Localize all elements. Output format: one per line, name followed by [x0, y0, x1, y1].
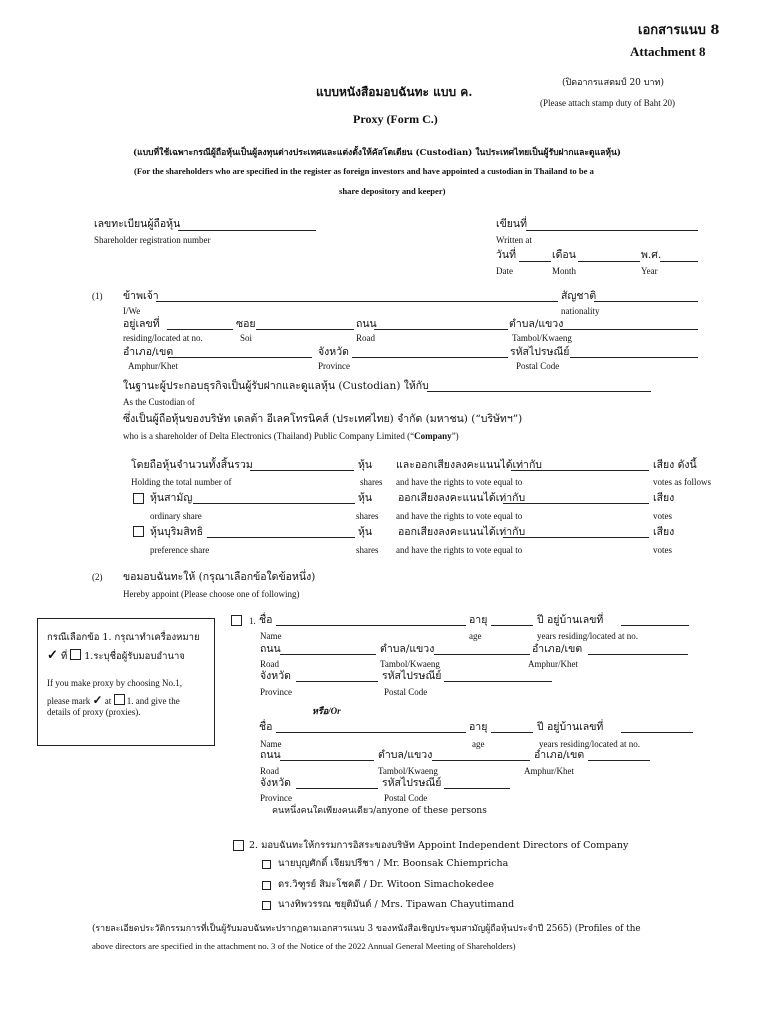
- form-title-en: Proxy (Form C.): [353, 112, 438, 126]
- preference-votes-field[interactable]: [503, 537, 649, 538]
- instruction-en-1: If you make proxy by choosing No.1,: [47, 678, 182, 688]
- option-2-checkbox[interactable]: [233, 840, 244, 851]
- director-3-name: นางทิพวรรณ ชยุติมันด์ / Mrs. Tipawan Chayutimand: [278, 899, 515, 910]
- ordinary-shares-field[interactable]: [193, 503, 355, 504]
- votes-as-follows-th: เสียง ดังนี้: [653, 459, 697, 471]
- form-note-en-2: share depository and keeper): [339, 186, 446, 196]
- proxy1-address-field[interactable]: [621, 625, 689, 626]
- year-label-en: Year: [641, 266, 658, 276]
- proxy2-amphur-label-th: อำเภอ/เขต: [534, 749, 585, 761]
- form-title-th: แบบหนังสือมอบฉันทะ แบบ ค.: [316, 85, 473, 99]
- postal-label-th: รหัสไปรษณีย์: [510, 346, 570, 358]
- proxy1-name-field[interactable]: [276, 625, 466, 626]
- holder-statement-th: ซึ่งเป็นผู้ถือหุ้นของบริษัท เดลต้า อีเลคโทรนิคส์ (ประเทศไทย) จำกัด (มหาชน) (“บริษัทฯ”): [123, 413, 523, 425]
- proxy2-province-field[interactable]: [296, 788, 378, 789]
- proxy1-road-label-en: Road: [260, 659, 279, 669]
- ordinary-votes-field[interactable]: [503, 503, 649, 504]
- total-shares-unit-en: shares: [360, 477, 383, 487]
- preference-votes-unit-th: เสียง: [653, 526, 675, 538]
- proxy1-postal-label-th: รหัสไปรษณีย์: [382, 670, 442, 682]
- proxy1-province-label-en: Province: [260, 687, 292, 697]
- proxy2-postal-field[interactable]: [444, 788, 510, 789]
- proxy1-amphur-label-en: Amphur/Khet: [528, 659, 578, 669]
- written-at-field[interactable]: [526, 230, 698, 231]
- instruction-th-1: กรณีเลือกข้อ 1. กรุณาทำเครื่องหมาย: [47, 632, 200, 643]
- section-1-number: (1): [92, 291, 103, 301]
- tambol-field[interactable]: [560, 329, 698, 330]
- registration-label-th: เลขทะเบียนผู้ถือหุ้น: [94, 218, 181, 230]
- amphur-label-th: อำเภอ/เขต: [123, 346, 174, 358]
- road-field[interactable]: [374, 329, 508, 330]
- instruction-en-3: details of proxy (proxies).: [47, 707, 141, 717]
- proxy1-postal-label-en: Postal Code: [384, 687, 428, 697]
- preference-votes-label-th: ออกเสียงลงคะแนนได้เท่ากับ: [398, 526, 526, 538]
- section-2-number: (2): [92, 572, 103, 582]
- tambol-label-en: Tambol/Kwaeng: [512, 333, 572, 343]
- footnote-line-1: (รายละเอียดประวัติกรรมการที่เป็นผู้รับมอบฉันทะปรากฏตามเอกสารแนบ 3 ของหนังสือเชิญประชุมสามัญผู้ถือหุ้นประจำปี 2565) (Profiles of the: [92, 924, 641, 934]
- instruction-th-2: ✓ ที่ 1.ระบุชื่อผู้รับมอบอำนาจ: [47, 648, 185, 663]
- nationality-label-en: nationality: [561, 306, 600, 316]
- proxy2-tambol-label-th: ตำบล/แขวง: [378, 749, 433, 761]
- or-label: หรือ/Or: [312, 706, 341, 716]
- ordinary-votes-unit-th: เสียง: [653, 492, 675, 504]
- address-label-en: residing/located at no.: [123, 333, 203, 343]
- section-2-title-en: Hereby appoint (Please choose one of following): [123, 589, 300, 599]
- ordinary-share-label-th: หุ้นสามัญ: [150, 492, 193, 504]
- attachment-label-en: Attachment 8: [630, 44, 706, 59]
- written-at-label-en: Written at: [496, 235, 532, 245]
- month-label-th: เดือน: [552, 249, 576, 261]
- option-1-checkbox[interactable]: [231, 615, 242, 626]
- total-votes-label-en: and have the rights to vote equal to: [396, 477, 523, 487]
- proxy2-road-label-th: ถนน: [260, 749, 281, 761]
- road-label-th: ถนน: [356, 318, 377, 330]
- holder-statement-en: who is a shareholder of Delta Electronics (Thailand) Public Company Limited (“Company”): [123, 431, 459, 441]
- registration-label-en: Shareholder registration number: [94, 235, 211, 245]
- preference-share-label-th: หุ้นบุริมสิทธิ: [150, 526, 204, 538]
- director-1-checkbox[interactable]: [262, 860, 271, 869]
- attachment-label-th: เอกสารแนบ 8: [638, 23, 720, 38]
- total-votes-field[interactable]: [511, 470, 649, 471]
- proxy1-age-label-th: อายุ: [469, 614, 488, 626]
- director-1-name: นายบุญศักดิ์ เจียมปรีชา / Mr. Boonsak Chiempricha: [278, 858, 509, 869]
- month-field[interactable]: [578, 261, 640, 262]
- proxy2-amphur-label-en: Amphur/Khet: [524, 766, 574, 776]
- custodian-label-th: ในฐานะผู้ประกอบธุรกิจเป็นผู้รับฝากและดูแลหุ้น (Custodian) ให้กับ: [123, 380, 429, 392]
- proxy2-province-label-th: จังหวัด: [260, 777, 291, 789]
- proxy1-road-field[interactable]: [280, 654, 376, 655]
- proxy1-tambol-label-en: Tambol/Kwaeng: [380, 659, 440, 669]
- preference-unit-th: หุ้น: [358, 526, 373, 538]
- option-1-number: 1.: [249, 616, 256, 626]
- date-field[interactable]: [519, 261, 551, 262]
- proxy1-province-field[interactable]: [296, 681, 378, 682]
- preference-share-checkbox[interactable]: [133, 526, 144, 537]
- address-label-th: อยู่เลขที่: [123, 318, 160, 330]
- proxy1-postal-field[interactable]: [444, 681, 552, 682]
- shareholder-name-field[interactable]: [156, 301, 558, 302]
- proxy1-age-label-en: age: [469, 631, 482, 641]
- director-3-checkbox[interactable]: [262, 901, 271, 910]
- iwe-label-en: I/We: [123, 306, 141, 316]
- iwe-label-th: ข้าพเจ้า: [123, 290, 159, 302]
- ordinary-votes-label-en: and have the rights to vote equal to: [396, 511, 523, 521]
- total-shares-unit-th: หุ้น: [358, 459, 373, 471]
- proxy2-postal-label-th: รหัสไปรษณีย์: [382, 777, 442, 789]
- proxy1-years-label-th: ปี อยู่บ้านเลขที่: [537, 614, 604, 626]
- proxy2-age-field[interactable]: [491, 732, 533, 733]
- proxy2-years-label-th: ปี อยู่บ้านเลขที่: [537, 721, 604, 733]
- instruction-en-2: please mark ✓ at 1. and give the: [47, 693, 180, 707]
- registration-number-field[interactable]: [178, 230, 316, 231]
- proxy2-road-label-en: Road: [260, 766, 279, 776]
- section-2-title-th: ขอมอบฉันทะให้ (กรุณาเลือกข้อใดข้อหนึ่ง): [123, 571, 316, 583]
- province-field[interactable]: [352, 357, 508, 358]
- proxy2-tambol-label-en: Tambol/Kwaeng: [378, 766, 438, 776]
- check-mark-icon: ✓: [92, 693, 103, 707]
- proxy2-age-label-en: age: [472, 739, 485, 749]
- proxy1-name-label-th: ชื่อ: [259, 614, 273, 626]
- proxy1-age-field[interactable]: [491, 625, 533, 626]
- written-at-label-th: เขียนที่: [496, 218, 528, 230]
- proxy2-name-field[interactable]: [276, 732, 466, 733]
- year-label-th: พ.ศ.: [641, 249, 662, 261]
- sample-checkbox-icon: [70, 649, 81, 660]
- proxy1-name-label-en: Name: [260, 631, 282, 641]
- proxy1-tambol-label-th: ตำบล/แขวง: [380, 643, 435, 655]
- tambol-label-th: ตำบล/แขวง: [509, 318, 564, 330]
- preference-votes-unit-en: votes: [653, 545, 672, 555]
- preference-share-label-en: preference share: [150, 545, 210, 555]
- form-note-en-1: (For the shareholders who are specified in the register as foreign investors and have appointed a custodian in Thailand to be a: [134, 166, 594, 176]
- ordinary-share-label-en: ordinary share: [150, 511, 202, 521]
- postal-field[interactable]: [570, 357, 698, 358]
- proxy2-name-label-en: Name: [260, 739, 282, 749]
- anyone-note: คนหนึ่งคนใดเพียงคนเดียว/anyone of these persons: [272, 806, 487, 816]
- amphur-label-en: Amphur/Khet: [128, 361, 178, 371]
- ordinary-votes-label-th: ออกเสียงลงคะแนนได้เท่ากับ: [398, 492, 526, 504]
- instruction-box: [37, 618, 215, 746]
- proxy2-postal-label-en: Postal Code: [384, 793, 428, 803]
- amphur-field[interactable]: [168, 357, 312, 358]
- ordinary-votes-unit-en: votes: [653, 511, 672, 521]
- soi-field[interactable]: [256, 329, 354, 330]
- total-shares-label-th: โดยถือหุ้นจำนวนทั้งสิ้นรวม: [131, 459, 253, 471]
- date-label-th: วันที่: [496, 249, 516, 261]
- province-label-en: Province: [318, 361, 350, 371]
- total-shares-field[interactable]: [250, 470, 354, 471]
- stamp-note-th: (ปิดอากรแสตมป์ 20 บาท): [562, 78, 664, 88]
- soi-label-th: ซอย: [236, 318, 256, 330]
- date-label-en: Date: [496, 266, 513, 276]
- province-label-th: จังหวัด: [318, 346, 349, 358]
- custodian-label-en: As the Custodian of: [123, 397, 195, 407]
- proxy1-amphur-field[interactable]: [588, 654, 688, 655]
- nationality-label-th: สัญชาติ: [561, 290, 597, 302]
- preference-shares-field[interactable]: [207, 537, 355, 538]
- total-shares-label-en: Holding the total number of: [131, 477, 232, 487]
- stamp-note-en: (Please attach stamp duty of Baht 20): [540, 98, 675, 108]
- proxy2-years-label-en: years residing/located at no.: [539, 739, 640, 749]
- preference-votes-label-en: and have the rights to vote equal to: [396, 545, 523, 555]
- proxy2-province-label-en: Province: [260, 793, 292, 803]
- address-number-field[interactable]: [167, 329, 233, 330]
- preference-unit-en: shares: [356, 545, 379, 555]
- proxy2-age-label-th: อายุ: [469, 721, 488, 733]
- postal-label-en: Postal Code: [516, 361, 560, 371]
- check-mark-icon: ✓: [47, 648, 58, 663]
- proxy1-road-label-th: ถนน: [260, 643, 281, 655]
- proxy1-tambol-field[interactable]: [434, 654, 530, 655]
- month-label-en: Month: [552, 266, 577, 276]
- proxy1-province-label-th: จังหวัด: [260, 670, 291, 682]
- proxy2-road-field[interactable]: [280, 760, 374, 761]
- custodian-of-field[interactable]: [427, 391, 651, 392]
- total-votes-label-th: และออกเสียงลงคะแนนได้เท่ากับ: [396, 459, 542, 471]
- proxy2-amphur-field[interactable]: [588, 760, 650, 761]
- ordinary-unit-th: หุ้น: [358, 492, 373, 504]
- ordinary-unit-en: shares: [356, 511, 379, 521]
- proxy1-years-label-en: years residing/located at no.: [537, 631, 638, 641]
- votes-as-follows-en: votes as follows: [653, 477, 711, 487]
- director-2-checkbox[interactable]: [262, 881, 271, 890]
- proxy2-address-field[interactable]: [621, 732, 693, 733]
- nationality-field[interactable]: [594, 301, 698, 302]
- road-label-en: Road: [356, 333, 375, 343]
- director-2-name: ดร.วิฑูรย์ สิมะโชคดี / Dr. Witoon Simachokedee: [278, 879, 494, 890]
- year-field[interactable]: [660, 261, 698, 262]
- footnote-line-2: above directors are specified in the attachment no. 3 of the Notice of the 2022 Annual General Meeting of Shareholders): [92, 941, 516, 951]
- form-note-th: (แบบที่ใช้เฉพาะกรณีผู้ถือหุ้นเป็นผู้ลงทุนต่างประเทศและแต่งตั้งให้คัสโตเดียน (Custodian) ในประเทศไทยเป็นผู้รับฝากและดูแลหุ้น): [133, 148, 622, 158]
- proxy2-name-label-th: ชื่อ: [259, 721, 273, 733]
- proxy1-amphur-label-th: อำเภอ/เขต: [532, 643, 583, 655]
- sample-checkbox-icon: [114, 694, 125, 705]
- soi-label-en: Soi: [240, 333, 253, 343]
- option-2-label: 2. มอบฉันทะให้กรรมการอิสระของบริษัท Appoint Independent Directors of Company: [249, 840, 629, 851]
- ordinary-share-checkbox[interactable]: [133, 493, 144, 504]
- proxy2-tambol-field[interactable]: [432, 760, 530, 761]
